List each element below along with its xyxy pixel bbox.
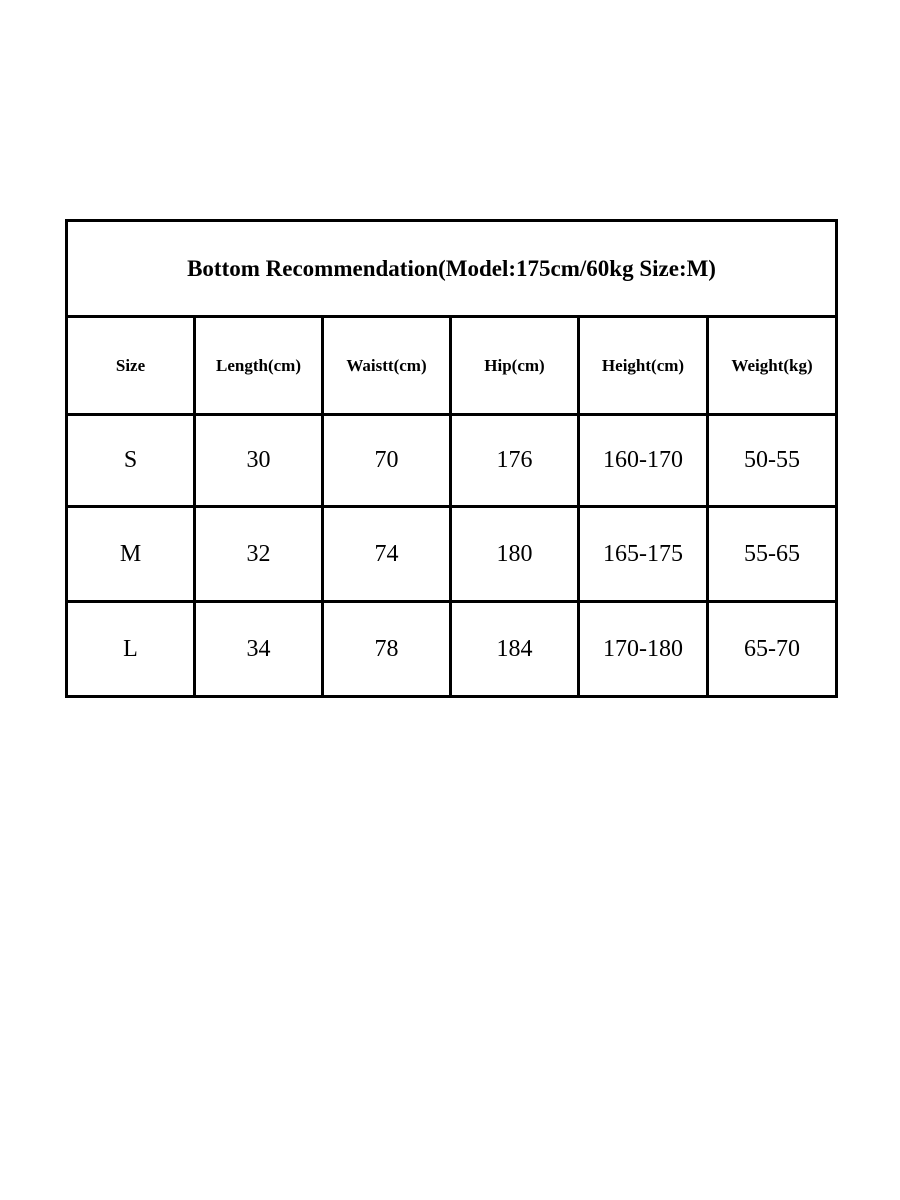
header-height: Height(cm) xyxy=(579,317,708,415)
cell-length: 32 xyxy=(195,507,323,602)
cell-hip: 184 xyxy=(451,602,579,697)
cell-weight: 50-55 xyxy=(708,415,837,507)
header-length: Length(cm) xyxy=(195,317,323,415)
table-title: Bottom Recommendation(Model:175cm/60kg Size:M) xyxy=(67,221,837,317)
cell-weight: 55-65 xyxy=(708,507,837,602)
cell-waist: 74 xyxy=(323,507,451,602)
cell-length: 30 xyxy=(195,415,323,507)
cell-weight: 65-70 xyxy=(708,602,837,697)
table-row xyxy=(67,415,837,507)
cell-hip: 176 xyxy=(451,415,579,507)
header-waist: Waistt(cm) xyxy=(323,317,451,415)
cell-length: 34 xyxy=(195,602,323,697)
cell-hip: 180 xyxy=(451,507,579,602)
header-weight: Weight(kg) xyxy=(708,317,837,415)
cell-height: 165-175 xyxy=(579,507,708,602)
table-row xyxy=(67,602,837,697)
cell-height: 160-170 xyxy=(579,415,708,507)
header-size: Size xyxy=(67,317,195,415)
size-chart-table xyxy=(65,219,838,698)
table-row xyxy=(67,507,837,602)
cell-waist: 78 xyxy=(323,602,451,697)
cell-height: 170-180 xyxy=(579,602,708,697)
cell-size: M xyxy=(67,507,195,602)
cell-size: L xyxy=(67,602,195,697)
cell-waist: 70 xyxy=(323,415,451,507)
header-row xyxy=(67,317,837,415)
cell-size: S xyxy=(67,415,195,507)
header-hip: Hip(cm) xyxy=(451,317,579,415)
